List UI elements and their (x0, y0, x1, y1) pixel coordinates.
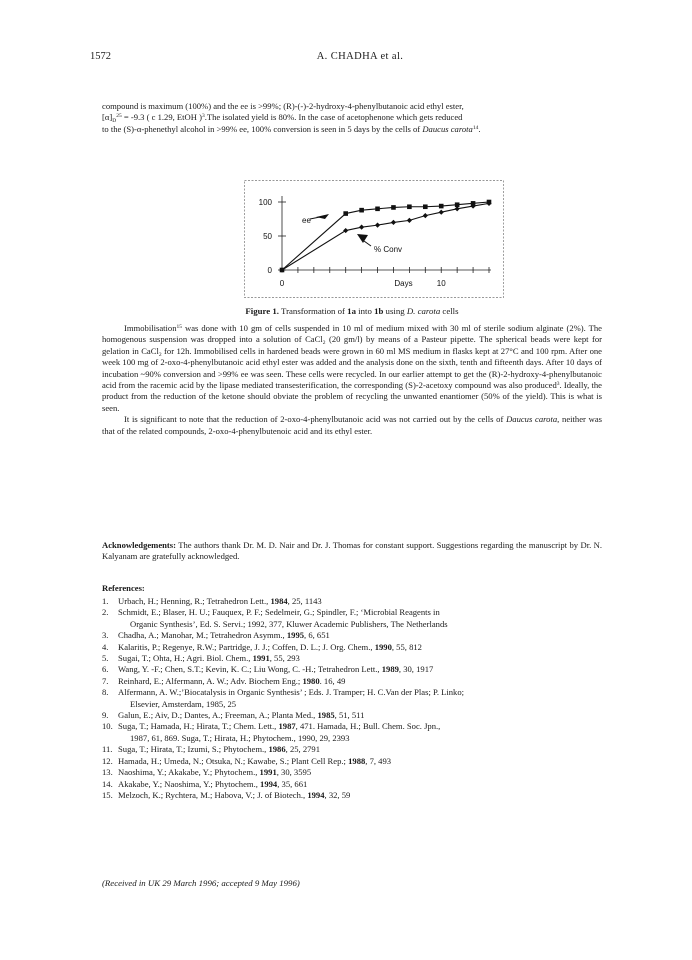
citation-3b: 3 (556, 381, 560, 388)
ee-point (423, 204, 428, 209)
reference-year: 1994 (260, 778, 278, 789)
reference-text: Suga, T.; Hirata, T.; Izumi, S.; Phytochem., (118, 744, 269, 755)
reference-year: 1985 (317, 710, 335, 721)
figure-label: Figure 1. (245, 306, 279, 316)
alpha-subscript: D (112, 118, 117, 125)
x-tick-label: 10 (436, 279, 446, 288)
reference-text: Naoshima, Y.; Akakabe, Y.; Phytochem., (118, 767, 260, 778)
reference-text: Urbach, H.; Henning, R.; Tetrahedron Lett., (118, 596, 271, 606)
reference-number: 5. (102, 653, 109, 664)
acknowledgements (102, 540, 602, 563)
running-head: A. CHADHA et al. (316, 51, 404, 62)
reference-text: Alfermann, A. W.;’Biocatalysis in Organic Synthesis’ ; Eds. J. Tramper; H. C.Van der Plas; P. Linko; (118, 687, 465, 698)
ee-point (391, 205, 396, 210)
caption-text-1: Transformation of (278, 306, 348, 316)
reference-number: 1. (102, 596, 109, 606)
figure-1-chart (244, 180, 504, 298)
citation-3: 3 (201, 113, 205, 120)
reference-year: 1986 (268, 744, 286, 755)
reference-number: 12. (102, 755, 113, 766)
compound-1a: 1a (347, 306, 356, 316)
ee-point (407, 204, 412, 209)
reference-item (102, 664, 602, 675)
reference-year: 1980 (302, 675, 320, 686)
p1-text-3: .The isolated yield is 80%. In the case of acetophenone which gets reduced (204, 112, 463, 123)
reference-year: 1991 (252, 653, 270, 664)
caption-text-2: into (355, 306, 375, 316)
reference-number: 9. (102, 710, 109, 721)
p2-text-3: (20 gm/l) by means of a Pasteur pipette. The spherical beads were kept for gelation in CaCl (102, 334, 603, 356)
reference-year: 1984 (270, 596, 288, 606)
reference-item (102, 767, 602, 778)
reference-item (102, 596, 602, 607)
p2-text-1: Immobilisation (124, 323, 177, 333)
reference-details: , 32, 59 (324, 789, 351, 800)
reference-list (102, 596, 602, 801)
series-line-1 (282, 203, 489, 270)
reference-year: 1995 (286, 630, 305, 641)
p1-text-2: = -9.3 ( c 1.29, EtOH ) (121, 112, 202, 123)
ee-point (343, 211, 348, 216)
reference-item (102, 653, 602, 664)
reference-item (102, 630, 602, 641)
series-line-0 (282, 202, 489, 270)
reference-details: , 30, 3595 (276, 767, 312, 778)
reference-number: 14. (102, 778, 113, 789)
references-heading: References: (102, 583, 145, 593)
reference-continuation: 1987, 61, 869. Suga, T.; Hirata, H.; Phytochem., 1990, 29, 2393 (130, 732, 350, 743)
conv-point (343, 228, 348, 233)
reference-details: , 55, 293 (269, 653, 300, 664)
reference-number: 2. (102, 607, 109, 618)
p1-period: . (478, 123, 481, 134)
conv-point (407, 218, 412, 223)
reference-number: 7. (102, 675, 109, 686)
cacl2-subscript: 2 (322, 340, 326, 347)
reference-text: Hamada, H.; Umeda, N.; Otsuka, N.; Kawabe, S.; Plant Cell Rep.; (118, 755, 349, 766)
p1-text-1: compound is maximum (100%) and the ee is >99%; (R)-(-)-2-hydroxy-4-phenylbutanoic acid ethyl ester, (102, 101, 464, 111)
page-number: 1572 (90, 51, 111, 62)
x-tick-label: 0 (279, 279, 285, 288)
reference-details: , 7, 493 (365, 755, 392, 766)
figure-1 (244, 180, 504, 298)
x-axis-label: Days (394, 279, 413, 288)
reference-item (102, 779, 602, 790)
reference-year: 1989 (381, 664, 399, 675)
reference-item (102, 756, 602, 767)
ee-point (439, 204, 444, 209)
reference-details: , 471. Hamada, H.; Bull. Chem. Soc. Jpn., (295, 721, 441, 732)
reference-continuation: Elsevier, Amsterdam, 1985, 25 (130, 698, 237, 709)
reference-text: Schmidt, E.; Blaser, H. U.; Fauquex, P. F.; Sedelmeir, G.; Spindler, F.; ‘Microbial Reagents in (118, 607, 440, 618)
reference-text: Chadha, A.; Manohar, M.; Tetrahedron Asymm., (118, 630, 287, 641)
reference-year: 1987 (278, 721, 296, 732)
reference-text: Kalaritis, P.; Regenye, R.W.; Partridge, J. J.; Coffen, D. L.; J. Org. Chem., (118, 641, 375, 652)
reference-item (102, 607, 602, 630)
p3-text-1: It is significant to note that the reduction of 2-oxo-4-phenylbutanoic acid was not carried out by the cells of (124, 414, 507, 425)
reference-number: 11. (102, 744, 113, 755)
reference-continuation: Organic Synthesis’, Ed. S. Servi.; 1992, 377, Kluwer Academic Publishers, The Netherlands (130, 618, 448, 629)
reference-year: 1990 (374, 641, 392, 652)
reference-number: 8. (102, 687, 109, 698)
reference-text: Melzoch, K.; Rychtera, M.; Habova, V.; J. of Biotech., (118, 789, 308, 800)
reference-item (102, 790, 602, 801)
reference-item (102, 676, 602, 687)
reference-details: , 6, 651 (304, 630, 330, 641)
reference-year: 1991 (259, 767, 277, 778)
caption-text-3: using (383, 306, 407, 316)
reference-details: , 25, 2791 (285, 744, 321, 755)
reference-number: 6. (102, 664, 109, 675)
reference-text: Suga, T.; Hamada, H.; Hirata, T.; Chem. Lett., (118, 721, 279, 732)
reference-number: 10. (102, 721, 113, 732)
p3-text-2: , neither was that of the related compounds, 2-oxo-4-phenylbutenoic acid and its ethyl ester. (102, 414, 602, 436)
reference-text: Reinhard, E.; Alfermann, A. W.; Adv. Biochem Eng.; (118, 675, 303, 686)
reference-text: Wang, Y. -F.; Chen, S.T.; Kevin, K. C.; Liu Wong, C. -H.; Tetrahedron Lett., (118, 664, 382, 675)
ee-point (375, 207, 380, 212)
conv-point (375, 223, 380, 228)
p2-text-2: was done with 10 gm of cells suspended in 10 ml of medium mixed with 30 ml of sterile sodium alginate (2%). The homogenous suspension was dropped into a solution of CaCl (102, 323, 602, 345)
ee-point (359, 208, 364, 213)
received-dates: (Received in UK 29 March 1996; accepted 9 May 1996) (102, 878, 300, 888)
reference-year: 1988 (348, 755, 366, 766)
paragraph-2 (102, 323, 602, 437)
y-tick-label: 50 (263, 232, 272, 241)
y-tick-label: 100 (258, 198, 272, 207)
reference-details: , 25, 1143 (287, 596, 322, 606)
citation-14: 14 (472, 124, 479, 131)
reference-details: , 51, 511 (334, 710, 365, 721)
conv-point (391, 220, 396, 225)
p2-text-4: for 12h. Immobilised cells in hardened beads were grown in 60 ml MS medium in flasks kept at 27°C and 100 rpm. After one week 100 mg of 2-oxo-4-phenylbutanoic acid ethyl ester was added and the analysis done on the sixth, tenth and fifteenth days. After 10 days of incubation ~90% conversion and >99% ee was seen. These cells were recycled. In our earlier attempt to get the (R)-2-hydroxy-4-phenylbutanoic acid from the racemic acid by the lipase mediated transesterification, the corresponding (S)-2-acetoxy compound was also produced (102, 345, 602, 391)
reference-text: Sugai, T.; Ohta, H.; Agri. Biol. Chem., (118, 653, 253, 664)
species-name: Daucus carota (422, 123, 473, 134)
p1-text-4: to the (S)-α-phenethyl alcohol in >99% ee, 100% conversion is seen in 5 days by the cells of (102, 123, 423, 134)
conv-point (423, 213, 428, 218)
acknowledgements-label: Acknowledgements: (102, 540, 176, 550)
reference-text: Akakabe, Y.; Naoshima, Y.; Phytochem., (118, 778, 261, 789)
series-label-conv: % Conv (374, 245, 403, 254)
caption-species: D. carota (406, 306, 441, 316)
caption-text-4: cells (440, 306, 459, 316)
reference-item (102, 642, 602, 653)
reference-item (102, 721, 602, 744)
reference-details: , 55, 812 (391, 641, 422, 652)
citation-15: 15 (176, 324, 183, 330)
p2-text-5: . Ideally, the product from the reduction of the ketone should obviate the problem of recycling the unwanted enantiomer (50% of the yield). This is what is seen. (102, 380, 602, 413)
alpha-symbol: [α] (102, 112, 113, 123)
reference-number: 15. (102, 789, 113, 800)
reference-number: 13. (102, 767, 113, 778)
reference-year: 1994 (307, 789, 325, 800)
figure-caption (102, 306, 602, 316)
conv-point (359, 225, 364, 230)
series-label-ee: ee (302, 216, 311, 225)
reference-number: 4. (102, 641, 109, 652)
reference-item (102, 744, 602, 755)
reference-text: Galun, E.; Aiv, D.; Dantes, A.; Freeman, A.; Planta Med., (118, 710, 318, 721)
cacl2-subscript: 2 (158, 351, 162, 358)
conv-point (439, 210, 444, 215)
reference-details: , 30, 1917 (398, 664, 434, 675)
compound-1b: 1b (374, 306, 384, 316)
reference-item (102, 710, 602, 721)
p3-species: Daucus carota (506, 414, 558, 425)
conv-pointer-line (364, 241, 371, 246)
reference-number: 3. (102, 630, 109, 641)
y-tick-label: 0 (267, 266, 272, 275)
alpha-superscript: 25 (116, 113, 122, 120)
acknowledgements-text: The authors thank Dr. M. D. Nair and Dr. J. Thomas for constant support. Suggestions regarding the manuscript by Dr. N. Kalyanam are gratefully acknowledged. (102, 540, 602, 562)
reference-details: . 16, 49 (319, 675, 346, 686)
reference-details: , 35, 661 (277, 778, 308, 789)
paragraph-1 (102, 101, 602, 135)
reference-item (102, 687, 602, 710)
conv-pointer-arrow (357, 234, 368, 243)
